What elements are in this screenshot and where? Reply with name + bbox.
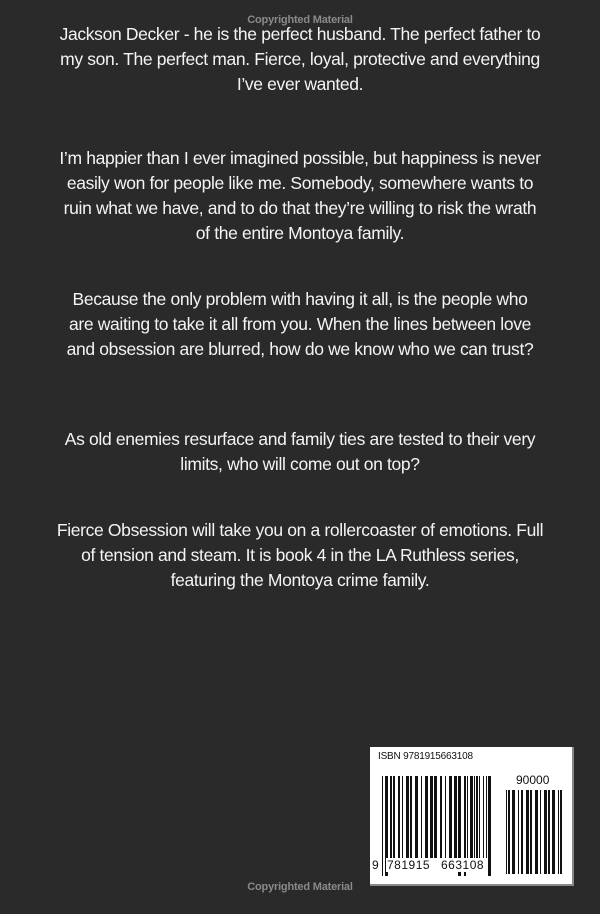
blurb-paragraph-2: [0, 146, 600, 246]
price-code: 90000: [516, 773, 550, 787]
blurb-paragraph-5: [0, 518, 600, 593]
copyright-watermark-bottom: Copyrighted Material: [247, 881, 353, 893]
line: of the entire Montoya family.: [195, 223, 405, 243]
barcode-bar: [526, 790, 529, 874]
barcode-bar: [410, 776, 412, 858]
barcode-bar: [393, 776, 395, 858]
barcode-bar: [470, 776, 473, 858]
barcode-bar: [530, 790, 532, 874]
barcode-bar: [486, 776, 487, 858]
barcode-bar: [521, 790, 523, 874]
barcode-bar: [415, 776, 418, 858]
copyright-watermark-top: Copyrighted Material: [247, 14, 353, 26]
line: limits, who will come out on top?: [180, 454, 420, 474]
barcode-bar: [390, 776, 392, 858]
line: ruin what we have, and to do that they’re willing to risk the wrath: [63, 198, 537, 218]
line: I’ve ever wanted.: [236, 74, 364, 94]
line: Because the only problem with having it all, is the people who: [72, 289, 528, 309]
barcode-bar: [483, 776, 484, 858]
price-barcode-bars: [506, 790, 566, 874]
barcode-bar: [421, 776, 422, 858]
barcode-bar: [479, 776, 480, 858]
barcode-bar: [382, 776, 383, 876]
isbn-barcode: [370, 747, 574, 886]
barcode-bar: [434, 776, 437, 858]
line: easily won for people like me. Somebody, somewhere wants to: [66, 173, 534, 193]
barcode-bar: [440, 776, 442, 858]
line: I’m happier than I ever imagined possible, but happiness is never: [59, 148, 541, 168]
line: As old enemies resurface and family ties are tested to their very: [64, 429, 536, 449]
barcode-bar: [476, 776, 478, 858]
blurb-paragraph-1: [0, 22, 600, 97]
barcode-bar: [506, 790, 507, 874]
barcode-bar: [508, 790, 510, 874]
line: are waiting to take it all from you. When the lines between love: [68, 314, 532, 334]
line: Jackson Decker - he is the perfect husband. The perfect father to: [59, 24, 541, 44]
barcode-bar: [552, 790, 555, 874]
blurb-paragraph-4: [0, 427, 600, 477]
barcode-bar: [454, 776, 457, 858]
isbn-label: ISBN 9781915663108: [378, 751, 473, 762]
barcode-bar: [548, 790, 550, 874]
barcode-bar: [540, 790, 541, 874]
line: and obsession are blurred, how do we know who we can trust?: [66, 339, 534, 359]
barcode-bar: [425, 776, 428, 858]
barcode-bar: [430, 776, 433, 858]
barcode-bar: [558, 790, 559, 874]
barcode-left-digits: 781915: [387, 858, 431, 872]
barcode-bar: [445, 776, 446, 858]
barcode-right-digits: 663108: [441, 858, 485, 872]
barcode-bar: [518, 790, 519, 874]
barcode-bar: [402, 776, 403, 858]
blurb-paragraph-3: [0, 287, 600, 362]
barcode-first-digit: 9: [372, 858, 379, 872]
barcode-bar: [560, 790, 562, 874]
barcode-bar: [398, 776, 400, 858]
barcode-bar: [467, 776, 468, 858]
barcode-bar: [535, 790, 538, 874]
line: of tension and steam. It is book 4 in the LA Ruthless series,: [81, 545, 519, 565]
barcode-bar: [474, 776, 475, 858]
barcode-bar: [406, 776, 409, 858]
barcode-bar: [488, 776, 491, 876]
line: Fierce Obsession will take you on a rollercoaster of emotions. Full: [56, 520, 544, 540]
barcode-bar: [512, 790, 515, 874]
line: featuring the Montoya crime family.: [170, 570, 430, 590]
barcode-bar: [544, 790, 547, 874]
barcode-bar: [449, 776, 452, 858]
line: my son. The perfect man. Fierce, loyal, protective and everything: [60, 49, 540, 69]
